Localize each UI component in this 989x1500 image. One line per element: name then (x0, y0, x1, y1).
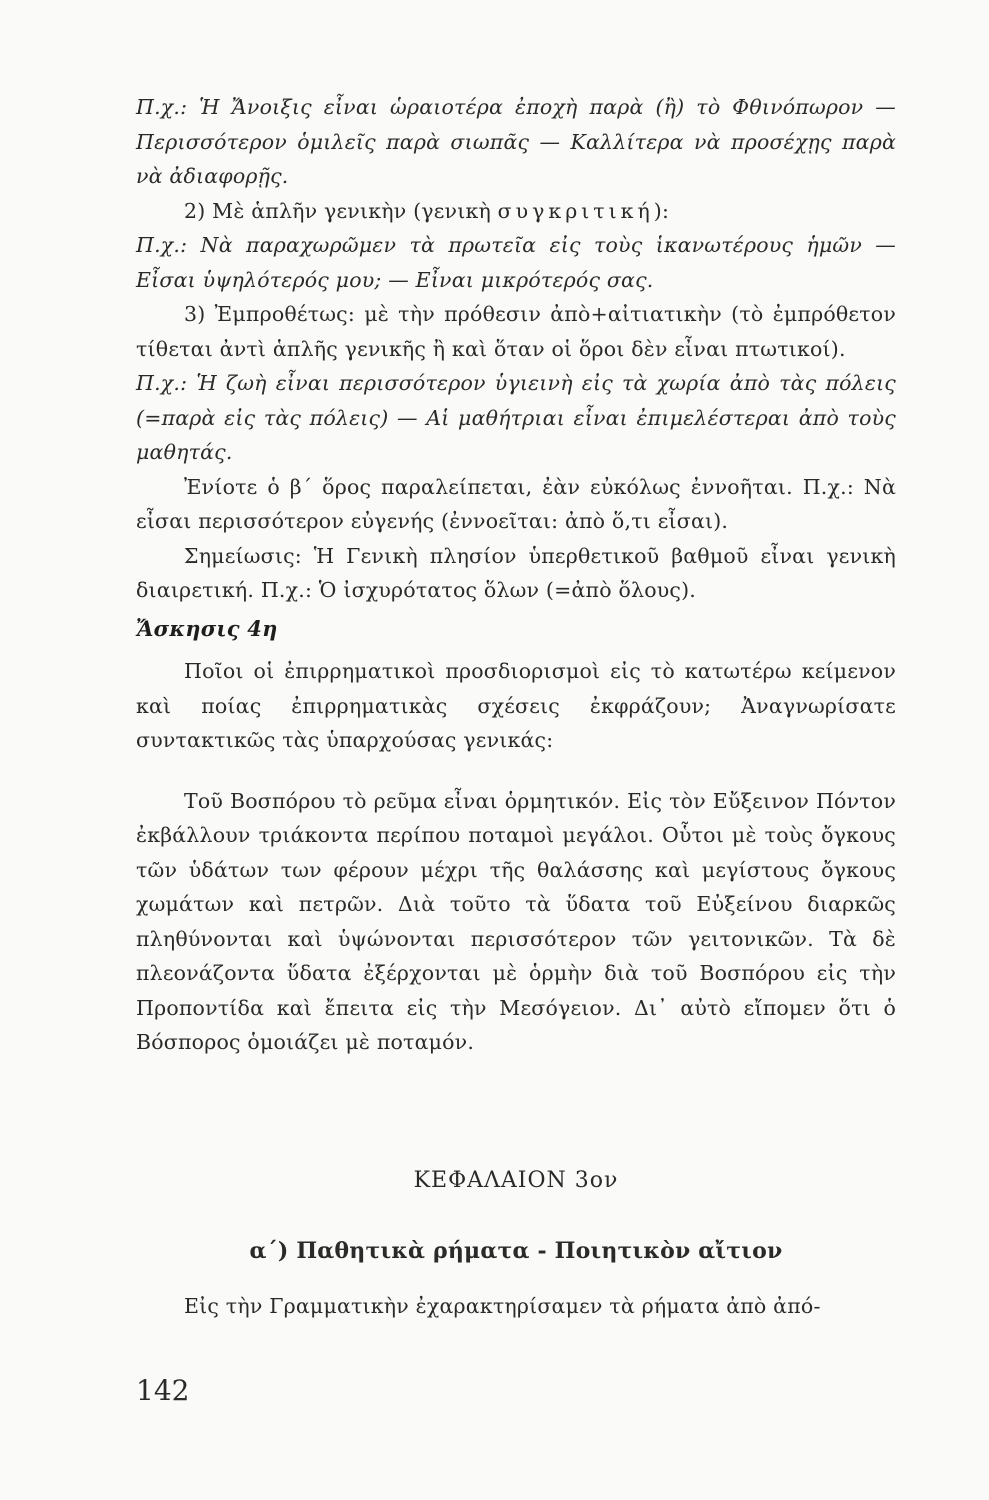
exercise-title: Ἄσκησις 4η (136, 615, 278, 641)
spacer (136, 758, 896, 784)
omission-note-paragraph: Ἐνίοτε ὁ β΄ ὅρος παραλείπεται, ἐὰν εὐκόλως ἐννοῆται. Π.χ.: Νὰ εἶσαι περισσότερον εὐγενής (ἐννοεῖται: ἀπὸ ὅ,τι εἶσαι). (136, 474, 896, 533)
section-title: α΄) Παθητικὰ ρήματα - Ποιητικὸν αἴτιον (249, 1238, 783, 1264)
remark-paragraph: Σημείωσις: Ἡ Γενικὴ πλησίον ὑπερθετικοῦ βαθμοῦ εἶναι γενικὴ διαιρετική. Π.χ.: Ὁ ἰσχυρότατος ὅλων (=ἀπὸ ὅλους). (136, 543, 896, 602)
rule-2-prefix: 2) Μὲ ἁπλῆν γενικὴν (γενικὴ (184, 198, 498, 223)
example-paragraph-3: Π.χ.: Ἡ ζωὴ εἶναι περισσότερον ὑγιεινὴ εἰς τὰ χωρία ἀπὸ τὰς πόλεις (=παρὰ εἰς τὰς πόλεις) — Αἱ μαθήτριαι εἶναι ἐπιμελέστεραι ἀπὸ τοὺς μαθητάς. (136, 371, 896, 464)
page-number: 142 (136, 1374, 190, 1407)
rule-3-paragraph: 3) Ἐμπροθέτως: μὲ τὴν πρόθεσιν ἀπὸ+αἰτιατικὴν (τὸ ἐμπρόθετον τίθεται ἀντὶ ἁπλῆς γενικῆς ἢ καὶ ὅταν οἱ ὅροι δὲν εἶναι πτωτικοί). (136, 302, 896, 361)
exercise-text: Τοῦ Βοσπόρου τὸ ρεῦμα εἶναι ὁρμητικόν. Εἰς τὸν Εὔξεινον Πόντον ἐκβάλλουν τριάκοντα περίπου ποταμοὶ μεγάλοι. Οὗτοι μὲ τοὺς ὄγκους τῶν ὑδάτων των φέρουν μέχρι τῆς θαλάσσης καὶ μεγίστους ὄγκους χωμάτων καὶ πετρῶν. Διὰ τοῦτο τὰ ὕδατα τοῦ Εὐξείνου διαρκῶς πληθύνονται καὶ ὑψώνονται περισσότερον τῶν γειτονικῶν. Τὰ δὲ πλεονάζοντα ὕδατα ἐξέρχονται μὲ ὁρμὴν διὰ τοῦ Βοσπόρου εἰς τὴν Προποντίδα καὶ ἔπειτα εἰς τὴν Μεσόγειον. Δι᾿ αὐτὸ εἴπομεν ὅτι ὁ Βόσπορος ὁμοιάζει μὲ ποταμόν. (136, 788, 896, 1054)
chapter-intro-paragraph: Εἰς τὴν Γραμματικὴν ἐχαρακτηρίσαμεν τὰ ρήματα ἀπὸ ἀπό- (184, 1293, 821, 1318)
rule-2-paragraph (136, 194, 896, 229)
page-content (136, 90, 896, 1323)
example-paragraph-1: Π.χ.: Ἡ Ἄνοιξις εἶναι ὡραιοτέρα ἐποχὴ παρὰ (ἢ) τὸ Φθινόπωρον — Περισσότερον ὁμιλεῖς παρὰ σιωπᾶς — Καλλίτερα νὰ προσέχῃς παρὰ νὰ ἀδιαφορῇς. (136, 95, 896, 188)
rule-2-spaced-term: συγκριτική (497, 198, 654, 223)
example-paragraph-2: Π.χ.: Νὰ παραχωρῶμεν τὰ πρωτεῖα εἰς τοὺς ἱκανωτέρους ἡμῶν — Εἶσαι ὑψηλότερός μου; — Εἶναι μικρότερός σας. (136, 233, 896, 292)
exercise-instruction: Ποῖοι οἱ ἐπιρρηματικοὶ προσδιορισμοὶ εἰς τὸ κατωτέρω κείμενον καὶ ποίας ἐπιρρηματικὰς σχέσεις ἐκφράζουν; Ἀναγνωρίσατε συντακτικῶς τὰς ὑπαρχούσας γενικάς: (136, 659, 896, 752)
rule-2-suffix: ): (653, 198, 670, 223)
chapter-heading: ΚΕΦΑΛΑΙΟΝ 3ον (413, 1167, 619, 1193)
